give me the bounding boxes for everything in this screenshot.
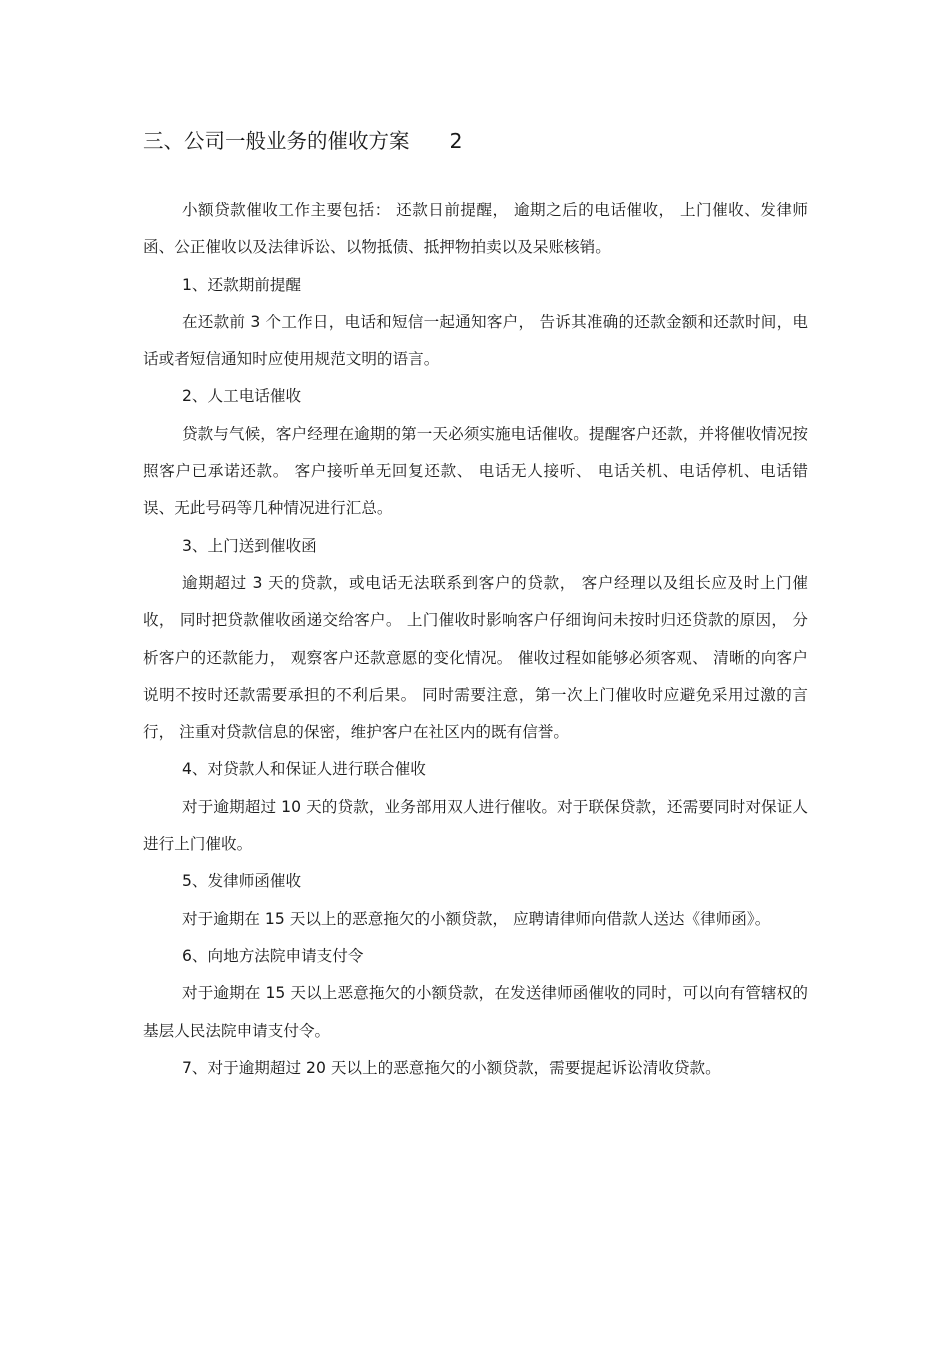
section-heading-4: 4、对贷款人和保证人进行联合催收 <box>182 760 426 779</box>
paragraph-4: 对于逾期超过 10 天的贷款，业务部用双人进行催收。对于联保贷款，还需要同时对保证人进行上门催收。 <box>143 797 808 854</box>
section-heading-2: 2、人工电话催收 <box>182 387 302 406</box>
paragraph-2: 贷款与气候，客户经理在逾期的第一天必须实施电话催收。提醒客户还款，并将催收情况按照客户已承诺还款。 客户接听单无回复还款、 电话无人接听、 电话关机、电话停机、电话错误、无此号码等几种情况进行汇总。 <box>143 424 808 518</box>
title-text: 三、公司一般业务的催收方案 <box>143 129 410 153</box>
paragraph-1: 在还款前 3 个工作日，电话和短信一起通知客户， 告诉其准确的还款金额和还款时间，电话或者短信通知时应使用规范文明的语言。 <box>143 312 808 369</box>
section-heading-3: 3、上门送到催收函 <box>182 536 317 555</box>
document-body <box>143 192 808 1087</box>
document-title <box>143 126 463 156</box>
section-heading-5: 5、发律师函催收 <box>182 872 302 891</box>
paragraph-7: 7、对于逾期超过 20 天以上的恶意拖欠的小额贷款，需要提起诉讼清收贷款。 <box>182 1058 721 1077</box>
paragraph-intro: 小额贷款催收工作主要包括： 还款日前提醒， 逾期之后的电话催收， 上门催收、发律师函、公正催收以及法律诉讼、以物抵债、抵押物拍卖以及呆账核销。 <box>143 201 808 257</box>
paragraph-5: 对于逾期在 15 天以上的恶意拖欠的小额贷款， 应聘请律师向借款人送达《律师函》。 <box>182 909 771 928</box>
paragraph-3: 逾期超过 3 天的贷款，或电话无法联系到客户的贷款， 客户经理以及组长应及时上门催收， 同时把贷款催收函递交给客户。 上门催收时影响客户仔细询问未按时归还贷款的原因， 分析客户的还款能力， 观察客户还款意愿的变化情况。 催收过程如能够必须客观、 清晰的向客户说明不按时还款需要承担的不利后果。 同时需要注意，第一次上门催收时应避免采用过激的言行， 注重对贷款信息的保密，维护客户在社区内的既有信誉。 <box>143 573 808 742</box>
section-heading-1: 1、还款期前提醒 <box>182 275 302 294</box>
paragraph-6: 对于逾期在 15 天以上恶意拖欠的小额贷款，在发送律师函催收的同时，可以向有管辖权的基层人民法院申请支付令。 <box>143 984 808 1040</box>
title-number: 2 <box>449 129 463 153</box>
section-heading-6: 6、向地方法院申请支付令 <box>182 946 364 965</box>
